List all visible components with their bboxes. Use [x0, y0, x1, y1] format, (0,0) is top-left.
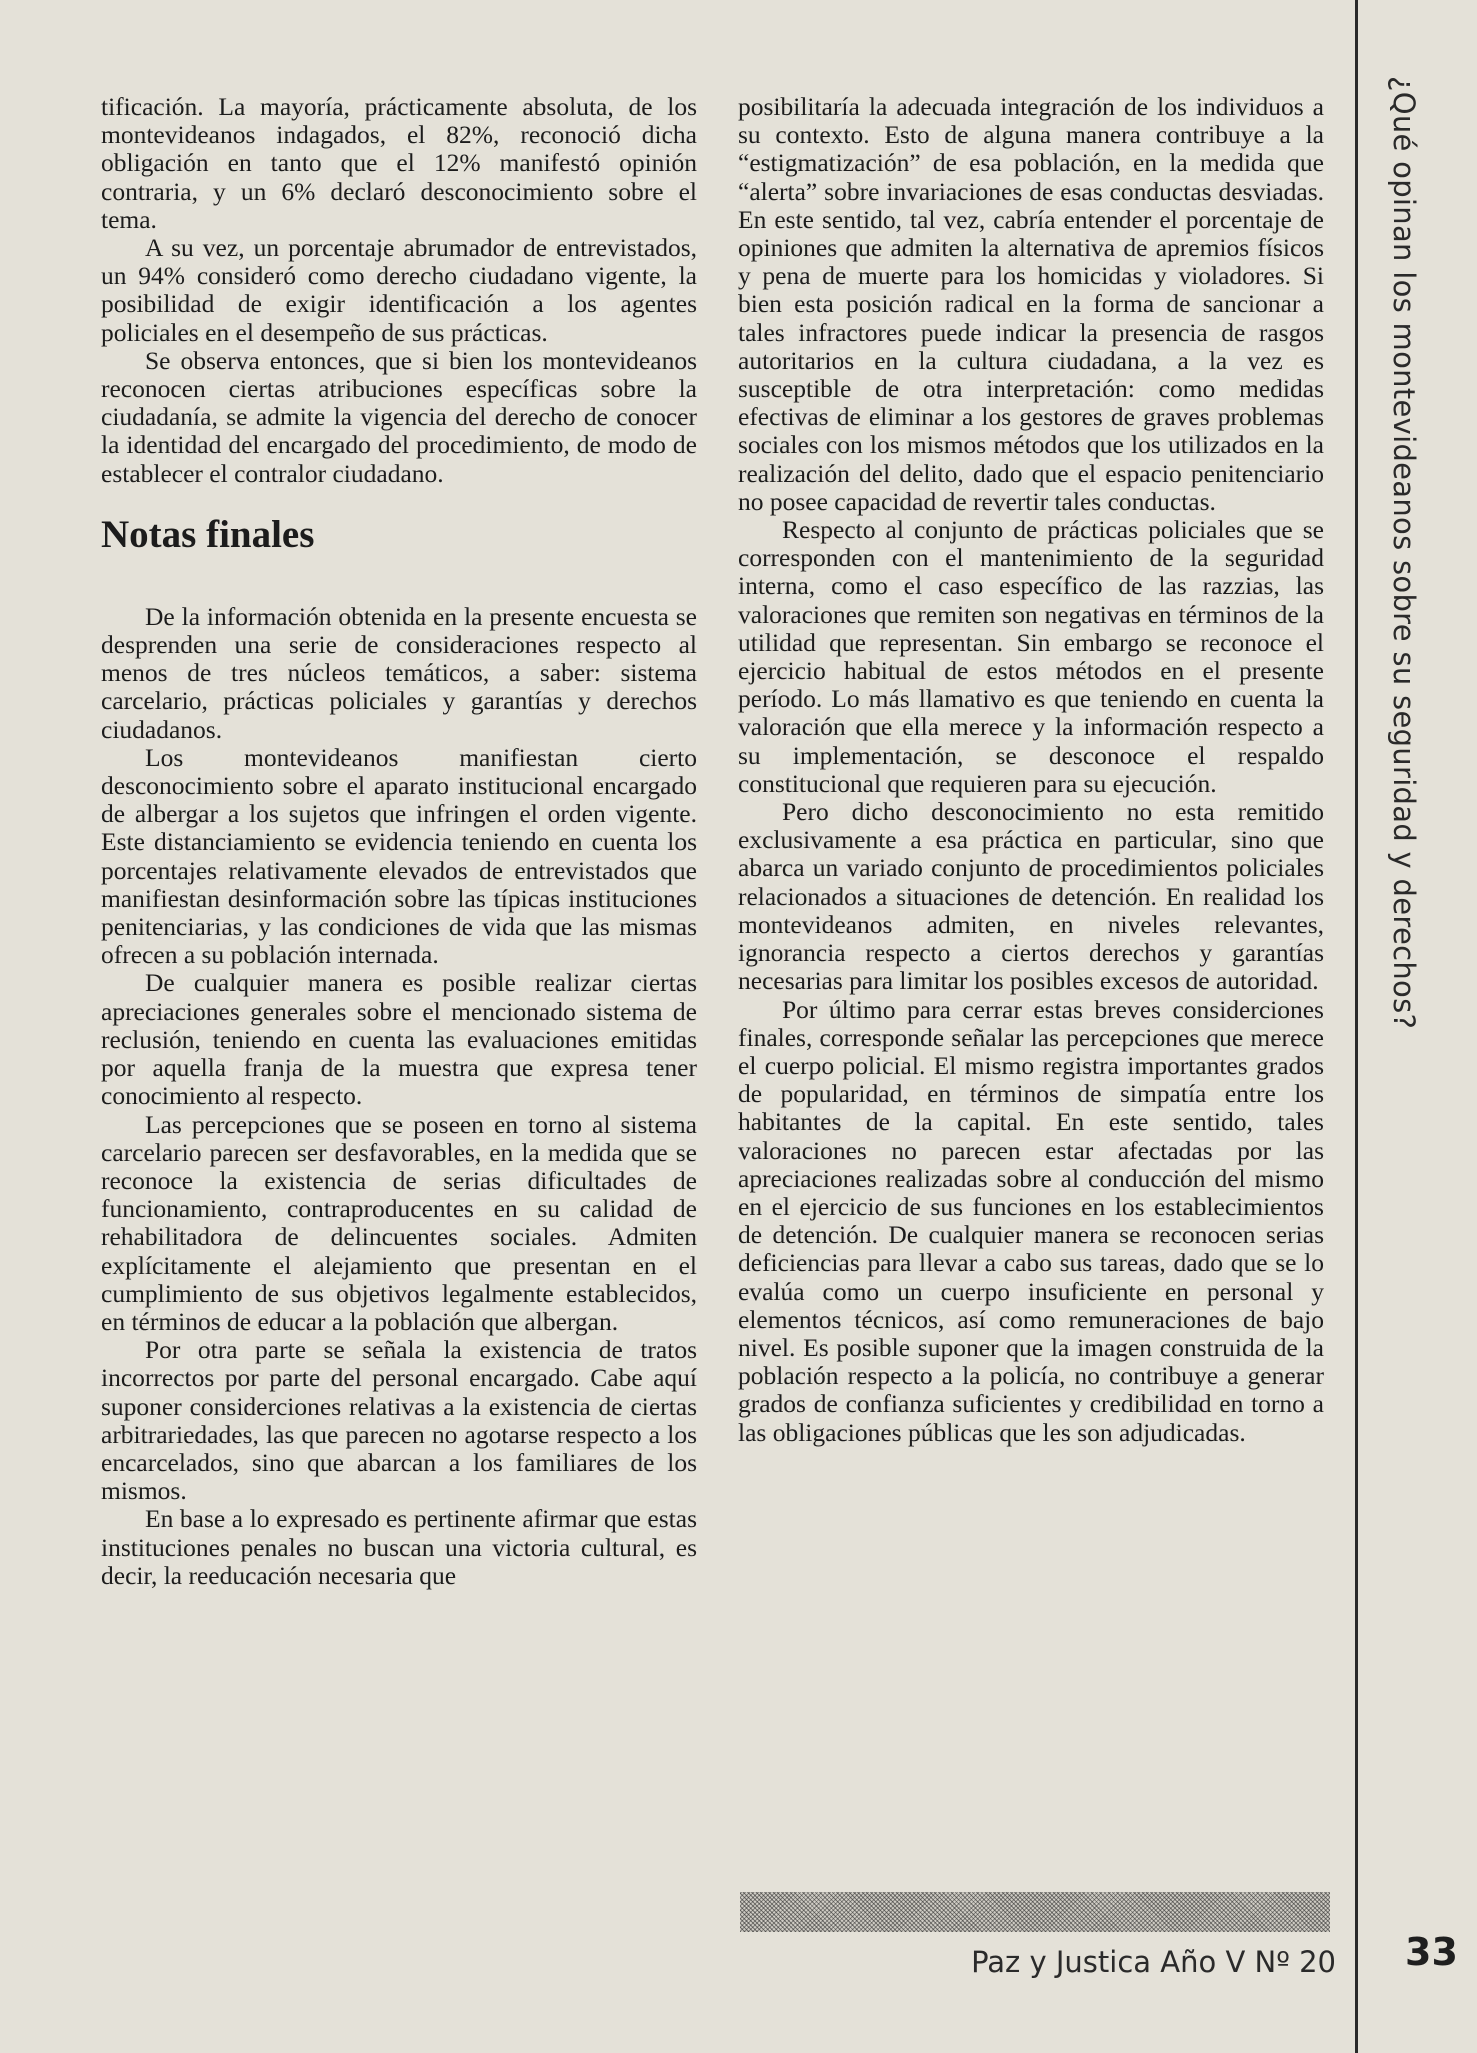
page-number: 33 — [1405, 1930, 1458, 1974]
publication-footer: Paz y Justica Año V Nº 20 — [971, 1945, 1336, 1979]
paragraph: tificación. La mayoría, prácticamente absoluta, de los montevideanos indagados, el 82%, reconoció dicha obligación en tanto que el 12% manifestó opinión contraria, y un 6% declaró desconocimiento sobre el tema. — [101, 92, 697, 234]
paragraph: Por otra parte se señala la existencia de tratos incorrectos por parte del personal encargado. Cabe aquí suponer considerciones relativas a la existencia de ciertas arbitrariedades, las que parecen no agotarse respecto a los encarcelados, sino que abarcan a los familiares de los mismos. — [101, 1335, 697, 1506]
left-column — [101, 93, 697, 1590]
paragraph: posibilitaría la adecuada integración de los individuos a su contexto. Esto de alguna manera contribuye a la “estigmatización” de esa población, en la medida que “alerta” sobre invariaciones de esas conductas desviadas. En este sentido, tal vez, cabría entender el porcentaje de opiniones que admiten la alternativa de apremios físicos y pena de muerte para los homicidas y violadores. Si bien esta posición radical en la forma de sancionar a tales infractores puede indicar la presencia de rasgos autoritarios en la cultura ciudadana, a la vez es susceptible de otra interpretación: como medidas efectivas de eliminar a los gestores de graves problemas sociales con los mismos métodos que los utilizados en la realización del delito, dado que el espacio penitenciario no posee capacidad de revertir tales conductas. — [738, 92, 1324, 516]
paragraph: Se observa entonces, que si bien los montevideanos reconocen ciertas atribuciones específicas sobre la ciudadanía, se admite la vigencia del derecho de conocer la identidad del encargado del procedimiento, de modo de establecer el contralor ciudadano. — [101, 345, 697, 488]
paragraph: De la información obtenida en la presente encuesta se desprenden una serie de consideraciones respecto al menos de tres núcleos temáticos, a saber: sistema carcelario, prácticas policiales y garantías y derechos ciudadanos. — [101, 601, 697, 744]
paragraph: Por último para cerrar estas breves considerciones finales, corresponde señalar las percepciones que merece el cuerpo policial. El mismo registra importantes grados de popularidad, en términos de simpatía entre los habitantes de la capital. En este sentido, tales valoraciones no parecen estar afectadas por las apreciaciones realizadas sobre al conducción del mismo en el ejercicio de sus funciones en los establecimientos de detención. De cualquier manera se reconocen serias deficiencias para llevar a cabo sus tareas, dado que se lo evalúa como un cuerpo insuficiente en personal y elementos técnicos, así como remuneraciones de bajo nivel. Es posible suponer que la imagen construida de la población respecto a la policía, no contribuye a generar grados de confianza suficientes y credibilidad en torno a las obligaciones públicas que les son adjudicadas. — [738, 994, 1324, 1447]
decorative-hatch-bar — [740, 1892, 1330, 1932]
paragraph: De cualquier manera es posible realizar ciertas apreciaciones generales sobre el mencionado sistema de reclusión, teniendo en cuenta las evaluaciones emitidas por aquella franja de la muestra que expresa tener conocimiento al respecto. — [101, 968, 697, 1111]
paragraph: A su vez, un porcentaje abrumador de entrevistados, un 94% consideró como derecho ciudadano vigente, la posibilidad de exigir identificación a los agentes policiales en el desempeño de sus prácticas. — [101, 233, 697, 347]
section-heading: Notas finales — [101, 512, 315, 556]
right-column — [738, 93, 1324, 1447]
paragraph: Las percepciones que se poseen en torno al sistema carcelario parecen ser desfavorables, en la medida que se reconoce la existencia de serias dificultades de funcionamiento, contraproducentes en su calidad de rehabilitadora de delincuentes sociales. Admiten explícitamente el alejamiento que presentan en el cumplimiento de sus objetivos legalmente establecidos, en términos de educar a la población que albergan. — [101, 1109, 697, 1336]
paragraph: Respecto al conjunto de prácticas policiales que se corresponden con el mantenimiento de la seguridad interna, como el caso específico de las razzias, las valoraciones que remiten son negativas en términos de la utilidad que representan. Sin embargo se reconoce el ejercicio habitual de estos métodos en el presente período. Lo más llamativo es que teniendo en cuenta la valoración que ella merece y la información respecto a su implementación, se desconoce el respaldo constitucional que requieren para su ejecución. — [738, 515, 1324, 798]
paragraph: En base a lo expresado es pertinente afirmar que estas instituciones penales no buscan una victoria cultural, es decir, la reeducación necesaria que — [101, 1504, 697, 1590]
running-title-vertical: ¿Qué opinan los montevideanos sobre su seguridad y derechos? — [1387, 76, 1421, 1030]
paragraph: Pero dicho desconocimiento no esta remitido exclusivamente a esa práctica en particular, sino que abarca un variado conjunto de procedimientos policiales relacionados a situaciones de detención. En realidad los montevideanos admiten, en niveles relevantes, ignorancia respecto a ciertos derechos y garantías necesarias para limitar los posibles excesos de autoridad. — [738, 797, 1324, 996]
vertical-divider-rule — [1355, 0, 1358, 2053]
paragraph: Los montevideanos manifiestan cierto desconocimiento sobre el aparato institucional encargado de albergar a los sujetos que infringen el orden vigente. Este distanciamiento se evidencia teniendo en cuenta los porcentajes relativamente elevados de entrevistados que manifiestan desinformación sobre las típicas instituciones penitenciarias, y las condiciones de vida que las mismas ofrecen a su población internada. — [101, 742, 697, 970]
